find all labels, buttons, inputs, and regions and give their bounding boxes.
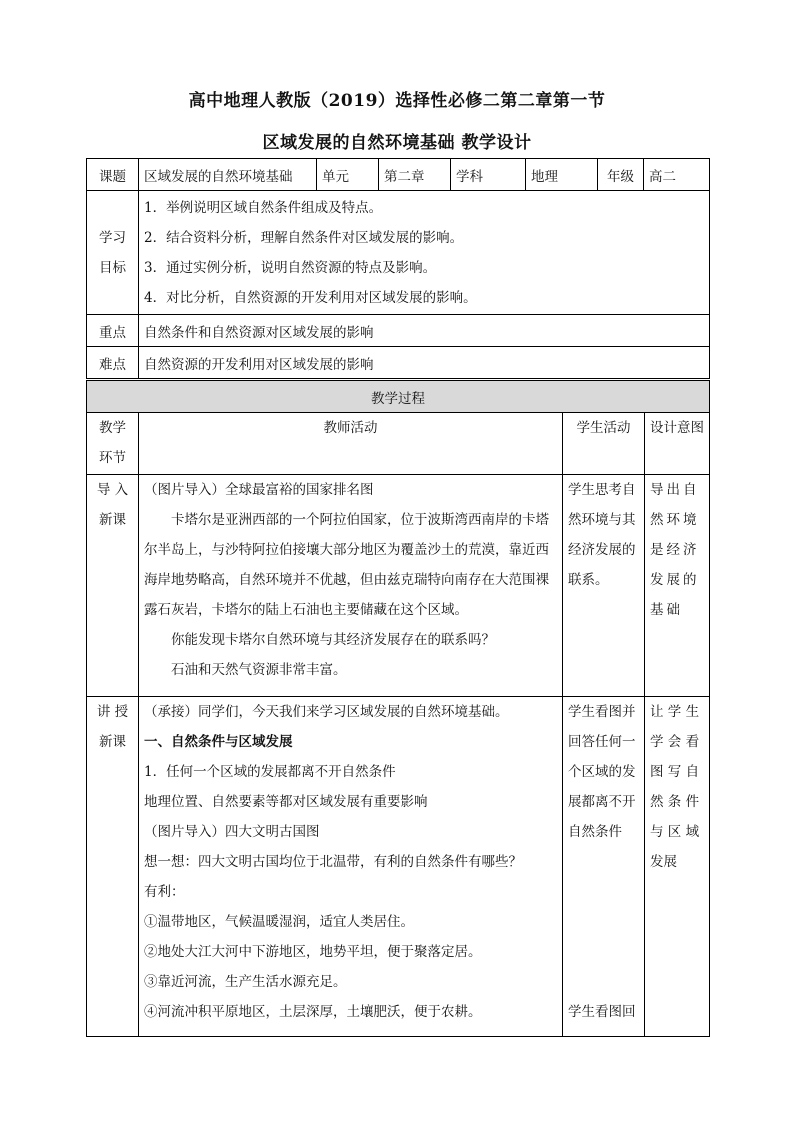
key-point-value: 自然条件和自然资源对区域发展的影响	[139, 315, 710, 347]
intro-paragraph: 卡塔尔是亚洲西部的一个阿拉伯国家，位于波斯湾西南岸的卡塔尔半岛上，与沙特阿拉伯接壤大部分地区为覆盖沙土的荒漠，靠近西海岸地势略高，自然环境并不优越，但由兹克瑞特向南存在大范围裸露石灰岩，卡塔尔的陆上石油也主要储藏在这个区域。	[144, 512, 549, 618]
lecture-line: （图片导入）四大文明古国图	[144, 824, 320, 840]
grade-value: 高二	[644, 159, 710, 191]
difficulty-label: 难点	[87, 347, 139, 379]
intro-stage-line-1: 导 入	[96, 482, 129, 498]
lecture-line: 地理位置、自然要素等都对区域发展有重要影响	[144, 794, 428, 810]
lecture-teacher-activity	[139, 697, 563, 1037]
goal-item: 2．结合资料分析，理解自然条件对区域发展的影响。	[144, 229, 464, 246]
lecture-line: ①温带地区，气候温暖湿润，适宜人类居住。	[144, 914, 414, 930]
lecture-stage-line-1: 讲 授	[96, 704, 129, 720]
topic-label: 课题	[87, 159, 139, 191]
intro-question: 你能发现卡塔尔自然环境与其经济发展存在的联系吗？	[171, 632, 495, 648]
grade-label: 年级	[598, 159, 644, 191]
teaching-process-table	[86, 380, 710, 1037]
document-subtitle: 区域发展的自然环境基础 教学设计	[262, 133, 532, 153]
col-stage-line-1: 教学	[99, 420, 126, 436]
design-line: 发展	[650, 854, 677, 870]
student-line: 回答任何一	[568, 734, 636, 750]
design-line: 学 会 看	[650, 734, 700, 750]
intro-design-intent: 导出自然环境是经济发展的基础	[645, 475, 710, 697]
goals-label	[87, 191, 139, 315]
unit-value: 第二章	[379, 159, 451, 191]
subject-value: 地理	[526, 159, 598, 191]
intro-student-activity: 学生思考自然环境与其经济发展的联系。	[563, 475, 645, 697]
lecture-design-intent	[645, 697, 710, 1037]
intro-paragraph: （图片导入）全球最富裕的国家排名图	[144, 482, 374, 498]
key-point-label: 重点	[87, 315, 139, 347]
goals-label-line-1: 学习	[99, 229, 126, 246]
lecture-line: 有利：	[144, 884, 185, 900]
student-line: 学生看图回	[568, 1004, 636, 1020]
lecture-stage-line-2: 新课	[99, 734, 126, 750]
difficulty-value: 自然资源的开发利用对区域发展的影响	[139, 347, 710, 379]
student-line: 自然条件	[568, 824, 622, 840]
design-line: 让 学 生	[650, 704, 700, 720]
goal-item: 3．通过实例分析，说明自然资源的特点及影响。	[144, 259, 437, 276]
section-heading: 一、自然条件与区域发展	[144, 734, 293, 750]
document-title: 高中地理人教版（2019）选择性必修二第二章第一节	[188, 91, 606, 111]
col-stage-header	[87, 413, 139, 475]
lecture-line: （承接）同学们，今天我们来学习区域发展的自然环境基础。	[144, 704, 509, 720]
col-student-header: 学生活动	[563, 413, 645, 475]
col-teacher-header: 教师活动	[139, 413, 563, 475]
intro-teacher-activity	[139, 475, 563, 697]
goal-item: 1．举例说明区域自然条件组成及特点。	[144, 199, 383, 216]
subject-label: 学科	[451, 159, 526, 191]
lesson-info-table	[86, 158, 710, 379]
topic-value: 区域发展的自然环境基础	[139, 159, 317, 191]
lecture-student-activity	[563, 697, 645, 1037]
intro-stage-line-2: 新课	[99, 512, 126, 528]
process-title: 教学过程	[87, 381, 710, 413]
lecture-line: ③靠近河流，生产生活水源充足。	[144, 974, 347, 990]
student-line: 学生看图并	[568, 704, 636, 720]
lecture-line: ④河流冲积平原地区，土层深厚，土壤肥沃，便于农耕。	[144, 1004, 482, 1020]
design-line: 与 区 域	[650, 824, 700, 840]
student-line: 个区域的发	[568, 764, 636, 780]
lecture-line: 想一想：四大文明古国均位于北温带，有利的自然条件有哪些？	[144, 854, 522, 870]
goal-item: 4．对比分析，自然资源的开发利用对区域发展的影响。	[144, 289, 477, 306]
intro-answer: 石油和天然气资源非常丰富。	[171, 662, 347, 678]
student-line: 展都离不开	[568, 794, 636, 810]
col-stage-line-2: 环节	[99, 450, 126, 466]
design-line: 图 写 自	[650, 764, 700, 780]
lecture-line: ②地处大江大河中下游地区，地势平坦，便于聚落定居。	[144, 944, 482, 960]
intro-stage	[87, 475, 139, 697]
lecture-line: 1．任何一个区域的发展都离不开自然条件	[144, 764, 396, 780]
goals-list	[139, 191, 710, 315]
goals-label-line-2: 目标	[99, 259, 126, 276]
unit-label: 单元	[317, 159, 379, 191]
col-design-header: 设计意图	[645, 413, 710, 475]
design-line: 然 条 件	[650, 794, 700, 810]
lecture-stage	[87, 697, 139, 1037]
